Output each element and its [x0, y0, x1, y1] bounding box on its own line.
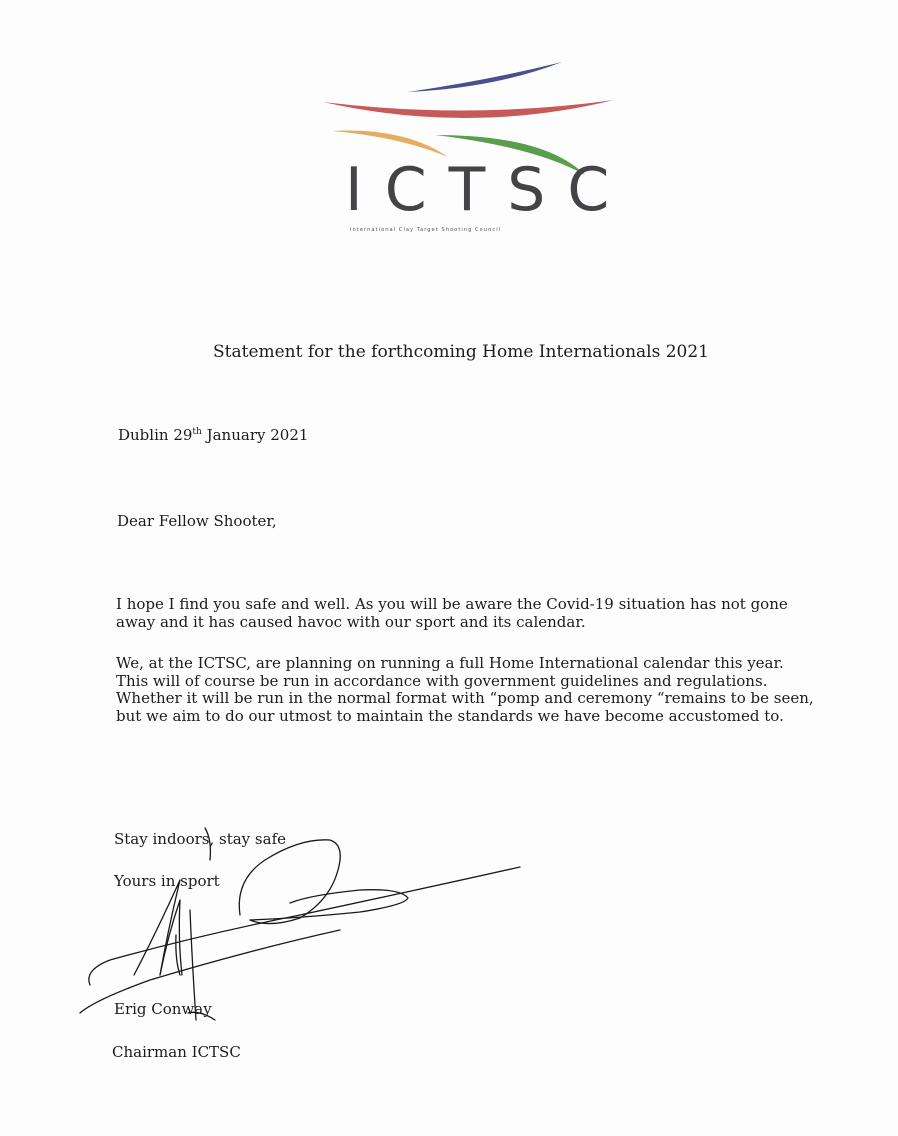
signatory-name: Erig Conway — [114, 1000, 212, 1018]
document-title: Statement for the forthcoming Home Internationals 2021 — [213, 342, 709, 362]
logo-wordmark: ICTSC — [345, 155, 632, 225]
letter-date — [118, 426, 308, 444]
logo-arc-orange — [332, 131, 448, 157]
salutation: Dear Fellow Shooter, — [117, 512, 277, 530]
date-month-year: January 2021 — [201, 426, 309, 444]
closing-line-1: Stay indoors, stay safe — [114, 830, 286, 848]
logo-arc-red — [323, 100, 614, 118]
paragraph-2-text: We, at the ICTSC, are planning on running a full Home International calendar this year. This will of course be run in accordance with government guidelines and regulations. Whether it will be run in the normal format with “pomp and ceremony “remains to be seen, but we aim to do our utmost to maintain the standards we have become accustomed to. — [116, 654, 814, 725]
paragraph-2 — [116, 655, 816, 725]
closing-line-2: Yours in sport — [114, 872, 220, 890]
logo-tagline: International Clay Target Shooting Council — [350, 227, 502, 233]
logo-arc-blue — [408, 62, 562, 92]
paragraph-1 — [116, 596, 816, 631]
paragraph-1-text: I hope I find you safe and well. As you will be aware the Covid-19 situation has not gone away and it has caused havoc with our sport and its calendar. — [116, 595, 788, 631]
date-ordinal: th — [192, 427, 202, 437]
date-place-day: Dublin 29 — [118, 426, 193, 444]
signatory-title: Chairman ICTSC — [112, 1043, 241, 1061]
